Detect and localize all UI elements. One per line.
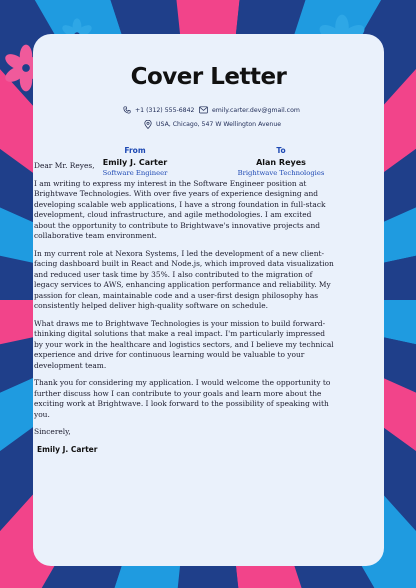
page-title: Cover Letter	[130, 64, 287, 90]
contact-email	[199, 106, 300, 114]
location-pin-icon	[144, 120, 152, 129]
paragraph-thanks: Thank you for considering my application. I would welcome the opportunity to further discuss how I can contribute to your goals and learn more about the exciting work at Brightwave. I look forward to the possibility of speaking with you.	[34, 378, 331, 419]
phone-text: +1 (312) 555-6842	[135, 106, 195, 114]
phone-icon	[123, 106, 131, 114]
letter-body	[34, 161, 334, 455]
address-text: USA, Chicago, 547 W Wellington Avenue	[156, 121, 282, 128]
recipient-name: Alan Reyes	[256, 158, 306, 167]
contact-phone	[123, 106, 194, 114]
signature: Emily J. Carter	[37, 444, 98, 454]
recipient-company: Brightwave Technologies	[237, 169, 325, 177]
email-text: emily.carter.dev@gmail.com	[212, 106, 300, 114]
closing: Sincerely,	[34, 427, 71, 436]
contact-address	[144, 120, 281, 129]
paragraph-intro: I am writing to express my interest in the Software Engineer position at Brightwave Technologies. With over five years of experience designing and developing scalable web applications, I have a strong foundation in full-stack development, cloud infrastructure, and agile methodologies. I am excited about the opportunity to contribute to Brightwave's innovative projects and collaborative team environment.	[34, 178, 326, 240]
sender-role: Software Engineer	[102, 169, 168, 177]
flower-center	[22, 64, 30, 72]
paragraph-experience: In my current role at Nexora Systems, I led the development of a new client-facing dashboard built in React and Node.js, which improved data visualization and reduced user task time by 35%. I also contributed to the migration of legacy services to AWS, enhancing application performance and reliability. My passion for clean, maintainable code and a user-first design philosophy has consistently helped deliver high-quality software on schedule.	[34, 248, 334, 310]
to-label: To	[276, 146, 286, 155]
greeting: Dear Mr. Reyes,	[34, 161, 95, 170]
sender-name: Emily J. Carter	[102, 158, 168, 167]
from-label: From	[124, 146, 146, 155]
paragraph-motivation: What draws me to Brightwave Technologies is your mission to build forward-thinking digital solutions that make a real impact. I'm particularly impressed by your work in the healthcare and logistics sectors, and I believe my technical experience and drive for continuous learning would be valuable to your development team.	[34, 318, 334, 370]
mail-icon	[199, 106, 208, 114]
